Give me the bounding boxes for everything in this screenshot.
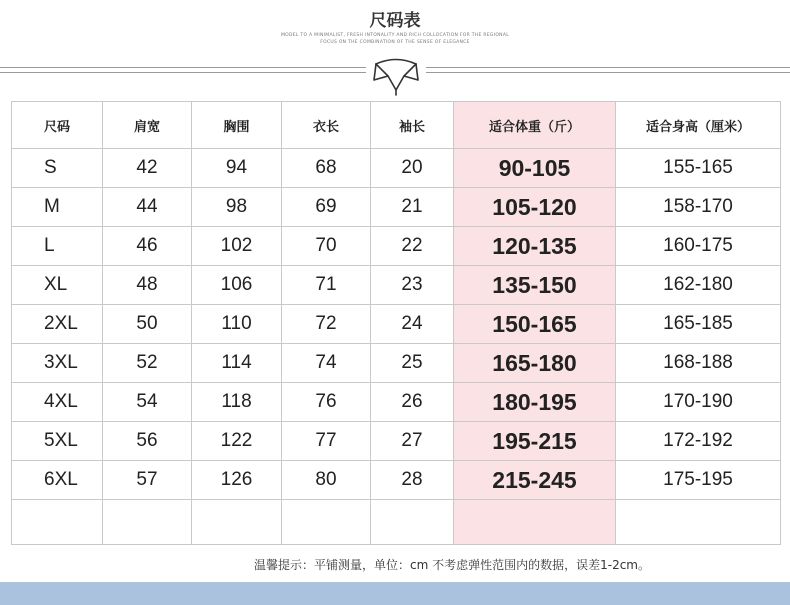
column-header: 胸围 [192,102,282,149]
size-cell: 5XL [12,422,103,461]
subtitle-line-2: FOCUS ON THE COMBINATION OF THE SENSE OF ELEGANCE [320,40,470,45]
weight-cell: 215-245 [454,461,616,500]
table-row [12,305,781,344]
table-row [12,422,781,461]
subtitle-line-1: MODEL TO A MINIMALIST, FRESH INTONALITY AND RICH COLLOCATION FOR THE REGIONAL [280,33,510,38]
collar-icon [368,52,424,96]
divider-right-bottom [426,72,790,73]
table-cell-empty [103,500,192,545]
weight-cell: 120-135 [454,227,616,266]
table-cell: 102 [192,227,282,266]
table-cell: 23 [371,266,454,305]
size-table [11,101,781,545]
table-cell: 114 [192,344,282,383]
weight-cell: 135-150 [454,266,616,305]
table-cell: 46 [103,227,192,266]
column-header: 袖长 [371,102,454,149]
table-cell: 110 [192,305,282,344]
table-cell: 42 [103,149,192,188]
table-row [12,383,781,422]
table-row [12,461,781,500]
weight-cell: 180-195 [454,383,616,422]
table-cell: 71 [282,266,371,305]
table-cell: 168-188 [616,344,781,383]
table-cell: 68 [282,149,371,188]
weight-cell: 195-215 [454,422,616,461]
table-cell: 54 [103,383,192,422]
divider-right-top [426,67,790,68]
table-cell: 44 [103,188,192,227]
table-cell: 106 [192,266,282,305]
table-cell-empty [282,500,371,545]
table-cell-empty [371,500,454,545]
size-cell: 6XL [12,461,103,500]
table-row [12,266,781,305]
table-cell: 118 [192,383,282,422]
table-cell: 48 [103,266,192,305]
table-header-row [12,102,781,149]
measurement-note: 温馨提示：平铺测量，单位：cm 不考虑弹性范围内的数据，误差1-2cm。 [254,558,650,572]
table-cell: 70 [282,227,371,266]
size-cell: S [12,149,103,188]
table-row [12,188,781,227]
table-cell: 160-175 [616,227,781,266]
table-cell: 28 [371,461,454,500]
size-cell: XL [12,266,103,305]
table-cell: 76 [282,383,371,422]
table-cell: 24 [371,305,454,344]
column-header: 尺码 [12,102,103,149]
table-cell: 27 [371,422,454,461]
bottom-bar [0,582,790,605]
table-row [12,227,781,266]
size-cell: L [12,227,103,266]
table-cell: 155-165 [616,149,781,188]
table-cell: 57 [103,461,192,500]
table-cell: 165-185 [616,305,781,344]
size-cell: M [12,188,103,227]
column-header: 适合身高（厘米） [616,102,781,149]
table-cell: 72 [282,305,371,344]
table-cell: 74 [282,344,371,383]
table-cell: 170-190 [616,383,781,422]
table-cell: 175-195 [616,461,781,500]
table-cell: 77 [282,422,371,461]
column-header: 肩宽 [103,102,192,149]
table-cell-empty [192,500,282,545]
table-cell: 98 [192,188,282,227]
column-header-weight: 适合体重（斤） [454,102,616,149]
table-cell: 162-180 [616,266,781,305]
table-cell: 126 [192,461,282,500]
table-cell: 122 [192,422,282,461]
size-cell: 2XL [12,305,103,344]
table-cell: 25 [371,344,454,383]
weight-cell: 90-105 [454,149,616,188]
table-cell-empty [454,500,616,545]
weight-cell: 165-180 [454,344,616,383]
table-cell: 26 [371,383,454,422]
table-cell: 52 [103,344,192,383]
table-cell-empty [12,500,103,545]
weight-cell: 150-165 [454,305,616,344]
table-cell: 56 [103,422,192,461]
table-cell: 69 [282,188,371,227]
table-cell: 94 [192,149,282,188]
column-header: 衣长 [282,102,371,149]
size-cell: 4XL [12,383,103,422]
table-cell: 20 [371,149,454,188]
divider-left-top [0,67,366,68]
table-cell: 80 [282,461,371,500]
table-row [12,149,781,188]
table-row [12,344,781,383]
table-row-empty [12,500,781,545]
weight-cell: 105-120 [454,188,616,227]
table-cell: 21 [371,188,454,227]
size-cell: 3XL [12,344,103,383]
table-cell-empty [616,500,781,545]
table-cell: 158-170 [616,188,781,227]
table-cell: 22 [371,227,454,266]
table-cell: 172-192 [616,422,781,461]
size-chart-title: 尺码表 [369,11,421,31]
table-cell: 50 [103,305,192,344]
divider-left-bottom [0,72,366,73]
